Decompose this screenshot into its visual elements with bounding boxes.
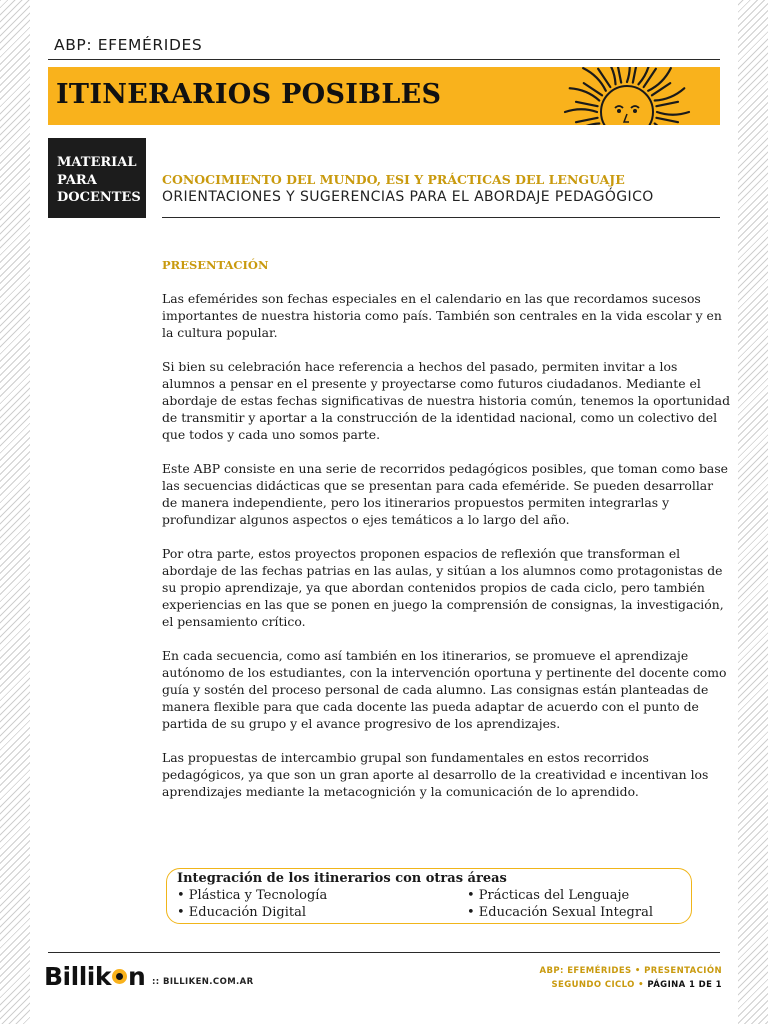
badge-line: MATERIAL (57, 155, 137, 170)
paragraph: Las efemérides son fechas especiales en el calendario en las que recordamos sucesos importantes de nuestra historia como país. También son centrales en la vida escolar y en la cultura popular. (162, 291, 722, 340)
page-number: PÁGINA 1 DE 1 (647, 980, 722, 990)
integration-box (166, 868, 692, 924)
footer-cycle: SEGUNDO CICLO • (551, 980, 648, 990)
footer-rule (48, 952, 720, 953)
footer-section: ABP: EFEMÉRIDES • PRESENTACIÓN (539, 966, 722, 976)
badge-line: PARA (57, 172, 97, 188)
badge-line: DOCENTES (57, 190, 141, 205)
paragraph: Por otra parte, estos proyectos proponen espacios de reflexión que transforman el abordaje de las fechas patrias en las aulas, y sitúan a los alumnos como protagonistas de su propio aprendizaje, ya que abordan contenidos propios de cada ciclo, pero también experiencias en las que se ponen en juego la comprensión de consignas, la investigación, el pensamiento crítico. (162, 546, 724, 629)
section-title: PRESENTACIÓN (162, 258, 269, 272)
header-rule-top (48, 59, 720, 60)
integration-item: • Plástica y Tecnología (177, 888, 328, 903)
subtitle-areas: CONOCIMIENTO DEL MUNDO, ESI Y PRÁCTICAS DEL LENGUAJE (162, 172, 625, 187)
paragraph: En cada secuencia, como así también en los itinerarios, se promueve el aprendizaje autónomo de los estudiantes, con la intervención oportuna y pertinente del docente como guía y sostén del proceso personal de cada alumno. Las consignas están planteadas de manera flexible para que cada docente las pueda adaptar de acuerdo con el punto de partida de su grupo y el avance progresivo de los aprendizajes. (162, 648, 727, 731)
subtitle-orientaciones: ORIENTACIONES Y SUGERENCIAS PARA EL ABORDAJE PEDAGÓGICO (162, 189, 654, 205)
integration-item: • Educación Sexual Integral (467, 905, 653, 920)
integration-item: • Prácticas del Lenguaje (467, 888, 630, 903)
body-text (162, 290, 730, 817)
sun-icon (542, 67, 712, 125)
logo-text: n (127, 962, 146, 991)
billiken-logo (44, 962, 145, 992)
integration-item: • Educación Digital (177, 905, 306, 920)
material-para-docentes-badge (48, 138, 146, 218)
logo-eye-icon (112, 969, 127, 984)
logo-text: Billik (44, 962, 111, 991)
paragraph: Este ABP consiste en una serie de recorridos pedagógicos posibles, que toman como base las secuencias didácticas que se presentan para cada efeméride. Se pueden desarrollar de manera independiente, pero los itinerarios propuestos permiten integrarlas y profundizar algunos aspectos o ejes temáticos a lo largo del año. (162, 461, 729, 527)
integration-title: Integración de los itinerarios con otras áreas (177, 871, 507, 886)
title-banner (48, 67, 720, 125)
document-page (30, 0, 738, 1024)
header-label: ABP: EFEMÉRIDES (54, 36, 203, 54)
subtitle-rule (162, 217, 720, 218)
paragraph: Si bien su celebración hace referencia a hechos del pasado, permiten invitar a los alumnos a pensar en el presente y proyectarse como futuros ciudadanos. Mediante el abordaje de estas fechas significativas de nuestra historia común, tenemos la oportunidad de transmitir y aportar a la construcción de la identidad nacional, como un colectivo del que todos y cada uno somos parte. (162, 359, 730, 442)
site-url: :: BILLIKEN.COM.AR (152, 977, 254, 987)
footer-info (540, 964, 722, 992)
paragraph: Las propuestas de intercambio grupal son fundamentales en estos recorridos pedagógicos, ya que son un gran aporte al desarrollo de la creatividad e incentivan los aprendizajes mediante la metacognición y la comunicación de lo aprendido. (162, 750, 709, 799)
page-title: ITINERARIOS POSIBLES (56, 79, 442, 110)
